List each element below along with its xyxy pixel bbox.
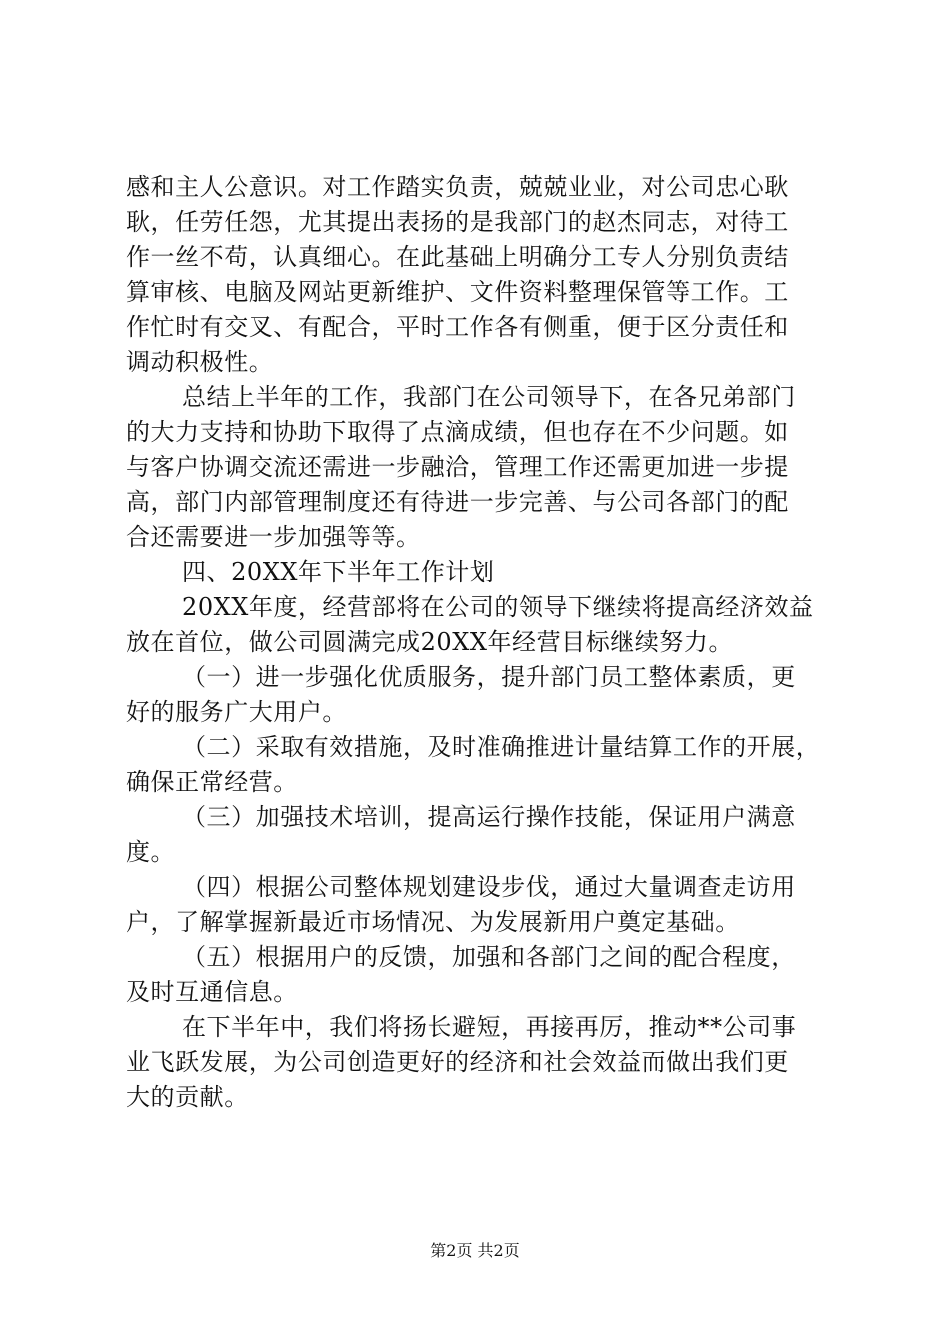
text-line: （一）进一步强化优质服务，提升部门员工整体素质，更 <box>182 663 796 691</box>
text-line: 及时互通信息。 <box>126 978 298 1006</box>
text-line: 的大力支持和协助下取得了点滴成绩，但也存在不少问题。如 <box>126 418 789 446</box>
page-footer <box>0 1238 950 1261</box>
document-body <box>126 170 842 1115</box>
text-line: 户，了解掌握新最近市场情况、为发展新用户奠定基础。 <box>126 908 740 936</box>
text-line: 感和主人公意识。对工作踏实负责，兢兢业业，对公司忠心耿 <box>126 173 789 201</box>
text-line: 合还需要进一步加强等等。 <box>126 523 421 551</box>
text-line: 高，部门内部管理制度还有待进一步完善、与公司各部门的配 <box>126 488 789 516</box>
text-line: 大的贡献。 <box>126 1083 249 1111</box>
text-line: （二）采取有效措施，及时准确推进计量结算工作的开展， <box>182 733 821 761</box>
text-line: 确保正常经营。 <box>126 768 298 796</box>
text-line: 与客户协调交流还需进一步融洽，管理工作还需更加进一步提 <box>126 453 789 481</box>
text-line: 在下半年中，我们将扬长避短，再接再厉，推动**公司事 <box>182 1013 797 1041</box>
text-line: （三）加强技术培训，提高运行操作技能，保证用户满意 <box>182 803 796 831</box>
text-line: 调动积极性。 <box>126 348 274 376</box>
text-line: 作忙时有交叉、有配合，平时工作各有侧重，便于区分责任和 <box>126 313 789 341</box>
text-line: （四）根据公司整体规划建设步伐，通过大量调查走访用 <box>182 873 796 901</box>
text-line: 度。 <box>126 838 176 866</box>
text-line: 算审核、电脑及网站更新维护、文件资料整理保管等工作。工 <box>126 278 789 306</box>
text-line: 业飞跃发展，为公司创造更好的经济和社会效益而做出我们更 <box>126 1048 789 1076</box>
text-line: 作一丝不苟，认真细心。在此基础上明确分工专人分别负责结 <box>126 243 789 271</box>
page-number-indicator: 第2页 共2页 <box>430 1241 520 1260</box>
text-line: 20XX年度，经营部将在公司的领导下继续将提高经济效益 <box>182 593 814 621</box>
text-line: 好的服务广大用户。 <box>126 698 347 726</box>
text-line: 总结上半年的工作，我部门在公司领导下，在各兄弟部门 <box>182 383 796 411</box>
text-line: 放在首位，做公司圆满完成20XX年经营目标继续努力。 <box>126 628 734 656</box>
text-line: 耿，任劳任怨，尤其提出表扬的是我部门的赵杰同志，对待工 <box>126 208 789 236</box>
text-line: （五）根据用户的反馈，加强和各部门之间的配合程度， <box>182 943 796 971</box>
text-line: 四、20XX年下半年工作计划 <box>182 558 495 586</box>
